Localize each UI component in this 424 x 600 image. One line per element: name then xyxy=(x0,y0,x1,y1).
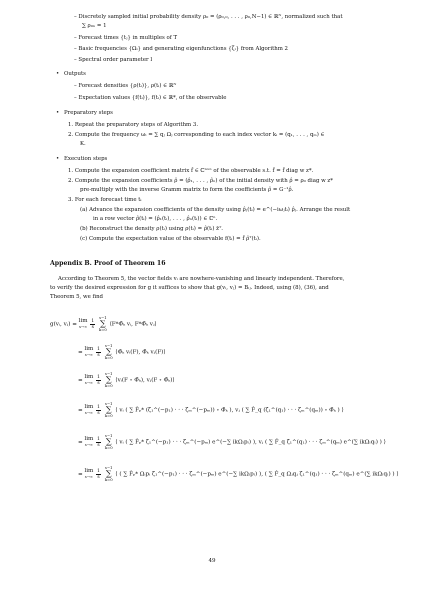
input-item-spectral-order: – Spectral order parameter l xyxy=(74,57,153,63)
exec-step-1: 1. Compute the expansion coefficient matrix f̂ ∈ ℂⁿˣⁿ of the observable s.t. f̂ = f̂ diag w z*. xyxy=(68,168,314,174)
exec-step-2-cont: pre-multiply with the inverse Gramm matrix to form the coefficients ρ̂ = G⁻¹ρ̂. xyxy=(80,187,294,193)
equation-row-5: = lim s→∞ $\frac{1}{s}$ s−1 ∑ k=0 ⟨ vᵢ ( ∑ F̂ₚ* ζ₁^(−p₁) · · · ζₘ^(−pₘ) e^(−∑ ikΩₗpₗ) ), vⱼ ( ∑ F̂_q ζ₁^(q₁) · · · ζₘ^(qₘ) e^(∑ ikΩₗqₗ) ) ⟩ xyxy=(78,433,386,450)
fraction: $\frac{1}{s}$ xyxy=(91,318,95,330)
output-item-densities: – Forecast densities {ρ(tᵢ)}, ρ(tᵢ) ∈ ℝᴺ xyxy=(74,83,177,89)
equation-lhs: g(vᵢ, vⱼ) = xyxy=(50,321,77,328)
equation-row-4-body: ⟨ vᵢ ( ∑ F̂ₚ* (ζ₁^(−p₁) · · · ζₘ^(−pₘ)) ∘ Φ̂ₖ ), vⱼ ( ∑ F̂_q (ζ₁^(q₁) · · · ζₘ^(qₘ)) ∘ Φ̂ₖ ) ⟩ xyxy=(115,407,344,414)
prep-bullet: • Preparatory steps xyxy=(56,110,113,116)
exec-step-3c: (c) Compute the expectation value of the observable f(tᵢ) = f̂ ρ̂ᵀ(tᵢ). xyxy=(80,236,261,242)
equation-row-3: = lim s→∞ $\frac{1}{s}$ s−1 ∑ k=0 ⟨vᵢ(F ∘ Φ̂ₖ), vⱼ(F ∘ Φ̂ₖ)⟩ xyxy=(78,371,175,388)
equation-row-2: = lim s→∞ $\frac{1}{s}$ s−1 ∑ k=0 ⟨Φ̂ₖ vᵢ(F), Φ̂ₖ vⱼ(F)⟩ xyxy=(78,343,166,360)
exec-step-3b: (b) Reconstruct the density ρ(tᵢ) using ρ(tᵢ) = ρ̂(tᵢ) z̄ᵀ. xyxy=(80,226,223,232)
input-item-frequencies: – Basic frequencies {Ωᵢ} and generating eigenfunctions {ζᵢ} from Algorithm 2 xyxy=(74,46,288,52)
equation-row-4: = lim s→∞ $\frac{1}{s}$ s−1 ∑ k=0 ⟨ vᵢ ( ∑ F̂ₚ* (ζ₁^(−p₁) · · · ζₘ^(−pₘ)) ∘ Φ̂ₖ ), vⱼ ( ∑ F̂_q (ζ₁^(q₁) · · · ζₘ^(qₘ)) ∘ Φ̂ₖ ) ⟩ xyxy=(78,401,344,418)
appendix-heading: Appendix B. Proof of Theorem 16 xyxy=(50,260,166,267)
equation-row-6-body: ⟨ ( ∑ F̂ₚ* Ωᵢpᵢ ζ₁^(−p₁) · · · ζₘ^(−pₘ) e^(−∑ ikΩₗpₗ) ), ( ∑ F̂_q Ωⱼqⱼ ζ₁^(q₁) · · · ζₘ^(qₘ) e^(∑ ikΩₗqₗ) ) ⟩ xyxy=(115,471,399,478)
appendix-paragraph-line-1: According to Theorem 5, the vector fields vᵢ are nowhere-vanishing and linearly independent. Therefore, xyxy=(58,276,345,282)
exec-step-3: 3. For each forecast time tᵢ xyxy=(68,197,142,203)
prep-step-1: 1. Repeat the preparatory steps of Algorithm 3. xyxy=(68,122,199,128)
output-item-expectations: – Expectation values {f(tᵢ)}, f(tᵢ) ∈ ℝ*, of the observable xyxy=(74,95,227,101)
equation-row-3-body: ⟨vᵢ(F ∘ Φ̂ₖ), vⱼ(F ∘ Φ̂ₖ)⟩ xyxy=(115,377,175,384)
appendix-paragraph-line-2: to verify the desired expression for g it suffices to show that g(vᵢ, vⱼ) = Bᵢⱼ. Indeed, using (8), (36), and xyxy=(50,285,329,291)
input-item-density: – Discretely sampled initial probability density ρ₀ = (ρ₀,₀, . . . , ρ₀,N−1) ∈ ℝᴺ, normalized such that xyxy=(74,14,343,20)
summation: s−1 ∑ k=0 xyxy=(98,315,107,332)
appendix-paragraph-line-3: Theorem 5, we find xyxy=(50,294,103,300)
prep-step-2: 2. Compute the frequency ωᵢ = ∑ qⱼ Ωⱼ corresponding to each index vector kᵢ = (q₁, . . . , qₘ) ∈ xyxy=(68,132,325,138)
page-number: 49 xyxy=(208,558,216,564)
exec-bullet: • Execution steps xyxy=(56,156,108,162)
equation-row-1-body: ⟨F*Φ̂ₖ vᵢ, F*Φ̂ₖ vⱼ⟩ xyxy=(109,321,157,328)
input-item-forecast-times: – Forecast times {tⱼ} in multiples of T xyxy=(74,35,178,41)
equation-row-6: = lim s→∞ $\frac{1}{s}$ s−1 ∑ k=0 ⟨ ( ∑ F̂ₚ* Ωᵢpᵢ ζ₁^(−p₁) · · · ζₘ^(−pₘ) e^(−∑ ikΩₗpₗ) ), ( ∑ F̂_q Ωⱼqⱼ ζ₁^(q₁) · · · ζₘ^(qₘ) e^(∑ ikΩₗqₗ) ) ⟩ xyxy=(78,465,399,482)
equation-row-1 xyxy=(50,316,157,332)
exec-step-3a: (a) Advance the expansion coefficients of the density using ρ̂ⱼ(tᵢ) = e^(−iωⱼtᵢ) ρ̂ⱼ. Arrange the result xyxy=(80,207,351,213)
exec-step-3a-cont: in a row vector ρ̂(tᵢ) = (ρ̂₁(tᵢ), . . . , ρ̂ₙ(tᵢ)) ∈ ℂⁿ. xyxy=(93,216,218,222)
equation-row-2-body: ⟨Φ̂ₖ vᵢ(F), Φ̂ₖ vⱼ(F)⟩ xyxy=(115,349,166,356)
input-item-density-normalization: ∑ ρ₀ₙ = 1 xyxy=(82,23,107,29)
prep-step-2-cont: K. xyxy=(80,141,86,147)
exec-step-2: 2. Compute the expansion coefficients ρ̂ = (ρ̂₁, . . . , ρ̂ₙ) of the initial density with ρ̂ = ρ₀ diag w z* xyxy=(68,178,333,184)
limit-operator: lim s→∞ xyxy=(78,318,88,329)
equation-row-5-body: ⟨ vᵢ ( ∑ F̂ₚ* ζ₁^(−p₁) · · · ζₘ^(−pₘ) e^(−∑ ikΩₗpₗ) ), vⱼ ( ∑ F̂_q ζ₁^(q₁) · · · ζₘ^(qₘ) e^(∑ ikΩₗqₗ) ) ⟩ xyxy=(115,439,386,446)
outputs-bullet: • Outputs xyxy=(56,71,86,77)
